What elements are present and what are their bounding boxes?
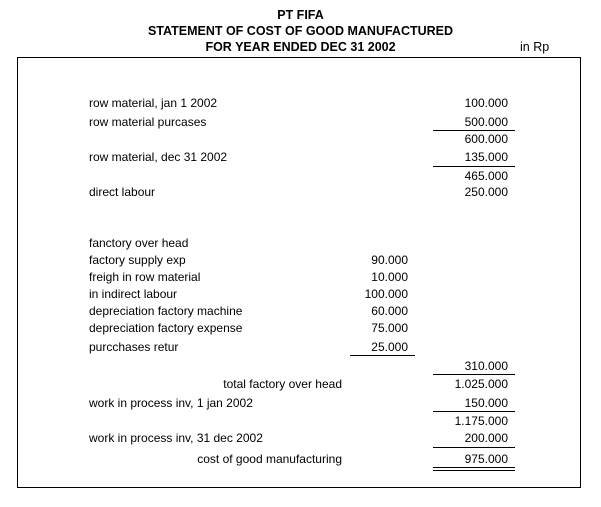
- wip-begin-value: 150.000: [464, 396, 508, 410]
- overhead-item-value: 10.000: [371, 270, 408, 284]
- raw-available-value: 600.000: [464, 132, 508, 146]
- statement-title: STATEMENT OF COST OF GOOD MANUFACTURED: [147, 24, 454, 38]
- raw-used-value: 465.000: [464, 169, 508, 183]
- direct-labour-value: 250.000: [464, 185, 508, 199]
- overhead-item-label: depreciation factory expense: [89, 321, 243, 335]
- raw-begin-label: row material, jan 1 2002: [89, 96, 218, 110]
- overhead-item-label: in indirect labour: [89, 287, 178, 301]
- wip-end-value: 200.000: [464, 431, 508, 445]
- direct-labour-label: direct labour: [89, 185, 156, 199]
- overhead-item-label: purcchases retur: [89, 340, 179, 354]
- overhead-item-label: depreciation factory machine: [89, 304, 243, 318]
- overhead-title: fanctory over head: [89, 236, 189, 250]
- double-underline-top: [433, 467, 515, 468]
- statement-period: FOR YEAR ENDED DEC 31 2002: [205, 40, 396, 54]
- overhead-item-label: freigh in row material: [89, 270, 201, 284]
- wip-end-label: work in process inv, 31 dec 2002: [89, 431, 263, 445]
- underline-overhead-subtotal: [433, 374, 515, 375]
- total-manufacturing-value: 1.025.000: [454, 377, 508, 391]
- cogm-value: 975.000: [464, 452, 508, 466]
- underline-wip-end: [433, 447, 515, 448]
- double-underline-bottom: [433, 470, 515, 471]
- raw-begin-value: 100.000: [464, 96, 508, 110]
- overhead-item-value: 25.000: [371, 340, 408, 354]
- raw-end-value: 135.000: [464, 150, 508, 164]
- overhead-item-value: 100.000: [364, 287, 408, 301]
- overhead-item-value: 90.000: [371, 253, 408, 267]
- overhead-item-value: 75.000: [371, 321, 408, 335]
- underline-purchases: [433, 130, 515, 131]
- wip-begin-label: work in process inv, 1 jan 2002: [89, 396, 253, 410]
- total-overhead-label: total factory over head: [223, 377, 342, 391]
- company-name: PT FIFA: [277, 8, 324, 22]
- currency-note: in Rp: [520, 40, 550, 54]
- underline-overhead-items: [350, 355, 415, 356]
- raw-purchases-value: 500.000: [464, 115, 508, 129]
- raw-purchases-label: row material purcases: [89, 115, 207, 129]
- overhead-subtotal-value: 310.000: [464, 359, 508, 373]
- underline-wip-begin: [433, 411, 515, 412]
- raw-end-label: row material, dec 31 2002: [89, 150, 228, 164]
- underline-raw-end: [433, 166, 515, 167]
- overhead-item-label: factory supply exp: [89, 253, 186, 267]
- cogm-label: cost of good manufacturing: [197, 452, 342, 466]
- overhead-item-value: 60.000: [371, 304, 408, 318]
- goods-in-process-value: 1.175.000: [454, 414, 508, 428]
